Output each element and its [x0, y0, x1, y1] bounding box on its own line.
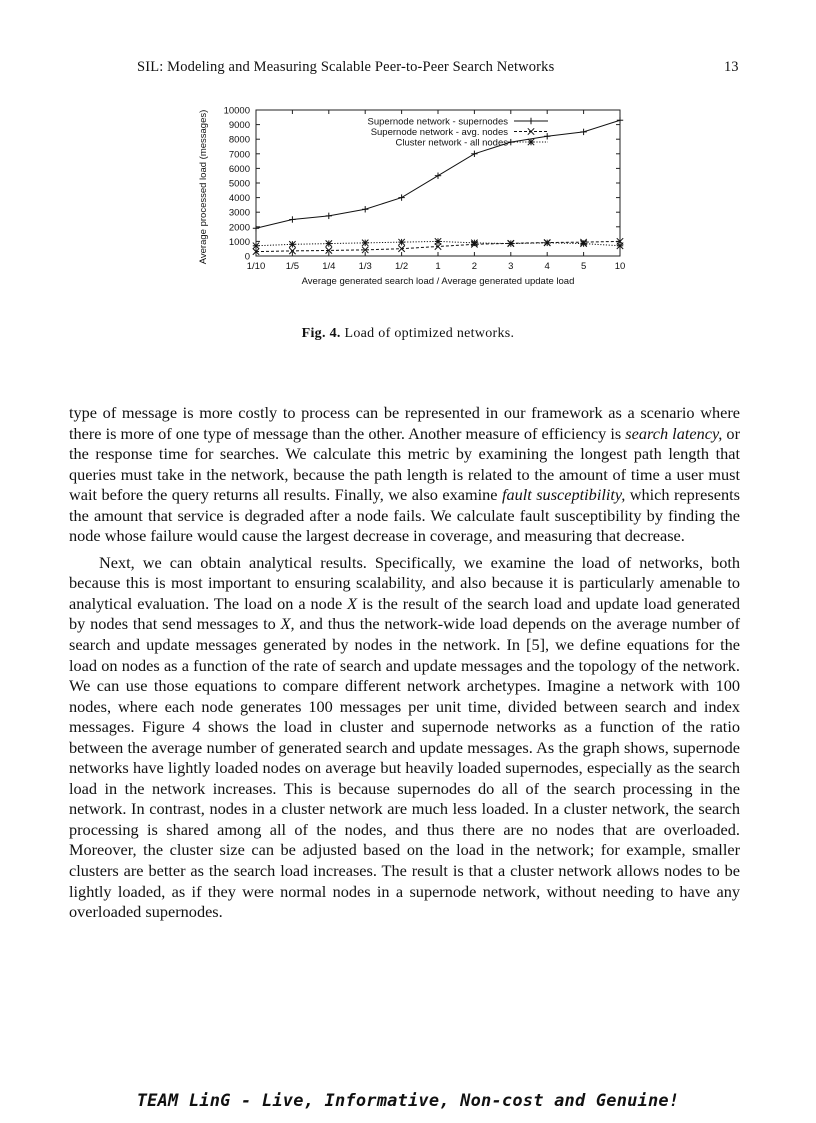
- x-tick-label: 10: [614, 261, 626, 272]
- y-tick-label: 4000: [228, 193, 250, 205]
- caption-label: Fig. 4.: [301, 326, 341, 341]
- caption-text: Load of optimized networks.: [344, 326, 515, 341]
- chart-legend: [368, 116, 548, 148]
- y-tick-label: 10000: [223, 105, 250, 117]
- legend-label: Cluster network - all nodes: [395, 137, 508, 149]
- y-tick-label: 5000: [228, 178, 250, 190]
- x-tick-label: 1/2: [394, 261, 409, 272]
- y-tick-label: 6000: [228, 163, 250, 175]
- x-tick-label: 1/3: [358, 261, 372, 272]
- running-title: SIL: Modeling and Measuring Scalable Peer-to-Peer Search Networks: [137, 59, 555, 75]
- x-axis-label: Average generated search load / Average generated update load: [301, 276, 575, 287]
- x-tick-label: 1/4: [322, 261, 336, 272]
- y-axis-label: Average processed load (messages): [198, 109, 209, 265]
- y-tick-label: 2000: [228, 222, 250, 234]
- load-chart: [186, 98, 636, 298]
- x-tick-label: 1/10: [246, 261, 266, 272]
- figure-caption: [0, 326, 816, 342]
- legend-label: Supernode network - avg. nodes: [370, 126, 508, 138]
- y-tick-label: 1000: [228, 236, 250, 248]
- paragraph-1: type of message is more costly to process can be represented in our framework as a scenario where there is more of one type of message than the other. Another measure of efficiency is search latency, or the response time for searches. We calculate this metric by examining the longest path length that queries must take in the network, because the path length is related to the amount of time a user must wait before the query returns all results. Finally, we also examine fault susceptibility, which represents the amount that service is degraded after a node fails. We calculate fault susceptibility by finding the node whose failure would cause the largest decrease in coverage, and measuring that decrease.: [69, 403, 740, 546]
- paragraph-2: Next, we can obtain analytical results. Specifically, we examine the load of networks, both because this is most important to ensuring scalability, and also because it is particularly amenable to analytical evaluation. The load on a node X is the result of the search load and update load generated by nodes that send messages to X, and thus the network-wide load depends on the average number of search and update messages generated by nodes in the network. In [5], we define equations for the load on nodes as a function of the rate of search and update messages and the topology of the network. We can use those equations to compare different network archetypes. Imagine a network with 100 nodes, where each node generates 100 messages per unit time, divided between search and index messages. Figure 4 shows the load in cluster and supernode networks as a function of the ratio between the average number of generated search and update messages. As the graph shows, supernode networks have lightly loaded nodes on average but heavily loaded supernodes, especially as the search load in the network increases. This is because supernodes do all of the search processing in the network. In contrast, nodes in a cluster network are much less loaded. In a cluster network, the search processing is shared among all of the nodes, and thus there are no nodes that are overloaded. Moreover, the cluster size can be adjusted based on the load in the network; for example, smaller clusters are better as the search load increases. The result is that a cluster network allows nodes to be lightly loaded, as if they were normal nodes in a supernode network, without needing to have any overloaded supernodes.: [69, 552, 740, 922]
- footer-banner: TEAM LinG - Live, Informative, Non-cost and Genuine!: [136, 1091, 680, 1111]
- y-tick-label: 9000: [228, 120, 250, 132]
- y-tick-label: 8000: [228, 134, 250, 146]
- x-tick-label: 5: [580, 261, 587, 272]
- x-tick-label: 3: [508, 261, 514, 272]
- body-text: [69, 403, 740, 923]
- y-tick-label: 3000: [228, 207, 250, 219]
- y-tick-label: 0: [244, 251, 250, 263]
- x-tick-label: 4: [544, 261, 550, 272]
- page-number: 13: [724, 59, 739, 75]
- x-tick-label: 1: [435, 261, 441, 272]
- x-tick-label: 1/5: [285, 261, 300, 272]
- y-tick-label: 7000: [228, 149, 250, 161]
- x-tick-label: 2: [471, 261, 478, 272]
- legend-label: Supernode network - supernodes: [367, 116, 508, 128]
